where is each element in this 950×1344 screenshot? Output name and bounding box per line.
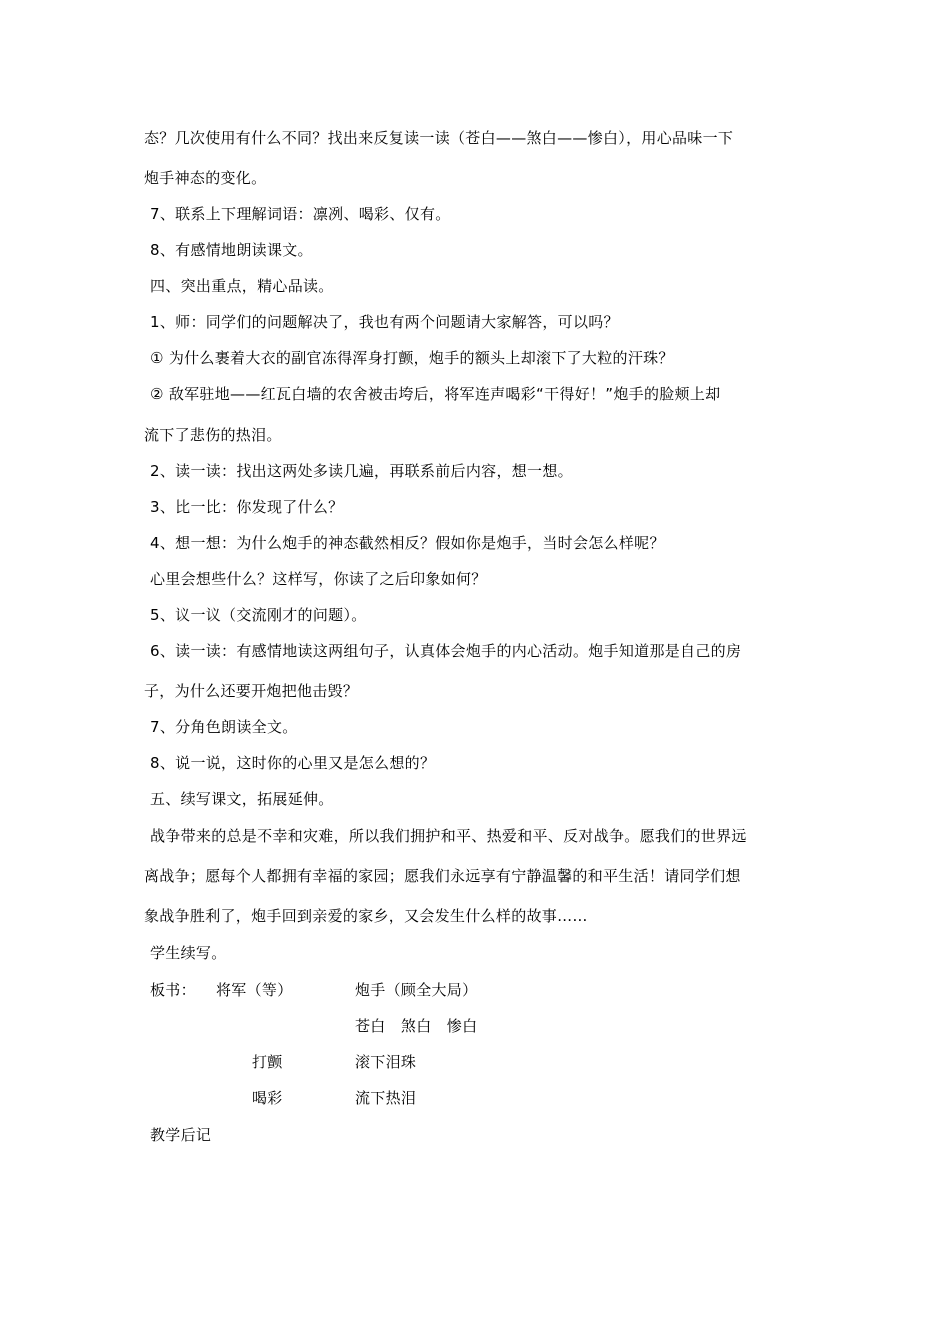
text-line: 3、比一比：你发现了什么？ <box>150 498 344 516</box>
board-shiver: 打颤 <box>252 1053 283 1071</box>
text-line: 1、师：同学们的问题解决了，我也有两个问题请大家解答，可以吗？ <box>150 313 619 331</box>
text-line: 炮手神态的变化。 <box>144 169 267 187</box>
text-line: 7、分角色朗读全文。 <box>150 718 298 736</box>
text-line: 象战争胜利了，炮手回到亲爱的家乡，又会发生什么样的故事…… <box>144 907 588 925</box>
section-heading: 五、续写课文，拓展延伸。 <box>150 790 334 808</box>
text-line: ① 为什么裹着大衣的副官冻得浑身打颤，炮手的额头上却滚下了大粒的汗珠？ <box>150 349 674 367</box>
text-line: 离战争；愿每个人都拥有幸福的家园；愿我们永远享有宁静温馨的和平生活！请同学们想 <box>144 867 741 885</box>
text-line: 流下了悲伤的热泪。 <box>144 426 282 444</box>
text-line: 2、读一读：找出这两处多读几遍，再联系前后内容，想一想。 <box>150 462 573 480</box>
postscript-heading: 教学后记 <box>150 1126 212 1144</box>
text-line: 心里会想些什么？这样写，你读了之后印象如何？ <box>150 570 487 588</box>
text-line: 8、有感情地朗读课文。 <box>150 241 313 259</box>
section-heading: 四、突出重点，精心品读。 <box>150 277 334 295</box>
board-general: 将军（等） <box>216 981 293 999</box>
text-line: 8、说一说，这时你的心里又是怎么想的？ <box>150 754 436 772</box>
board-gunner: 炮手（顾全大局） <box>355 981 478 999</box>
text-line: 7、联系上下理解词语：凛冽、喝彩、仅有。 <box>150 205 451 223</box>
text-line: 学生续写。 <box>150 944 227 962</box>
text-line: 战争带来的总是不幸和灾难，所以我们拥护和平、热爱和平、反对战争。愿我们的世界远 <box>150 827 747 845</box>
text-line: 5、议一议（交流刚才的问题）。 <box>150 606 367 624</box>
text-line: 子，为什么还要开炮把他击毁？ <box>144 682 359 700</box>
text-line: 6、读一读：有感情地读这两组句子，认真体会炮手的内心活动。炮手知道那是自己的房 <box>150 642 742 660</box>
board-label: 板书： <box>150 981 196 999</box>
text-line: 4、想一想：为什么炮手的神态截然相反？假如你是炮手，当时会怎么样呢？ <box>150 534 665 552</box>
board-pale: 苍白 煞白 惨白 <box>355 1017 478 1035</box>
board-cheer: 喝彩 <box>252 1089 283 1107</box>
board-sweat: 滚下泪珠 <box>355 1053 417 1071</box>
board-tears: 流下热泪 <box>355 1089 417 1107</box>
text-line: 态？几次使用有什么不同？找出来反复读一读（苍白——煞白——惨白），用心品味一下 <box>144 129 734 147</box>
text-line: ② 敌军驻地——红瓦白墙的农舍被击垮后，将军连声喝彩“干得好！”炮手的脸颊上却 <box>150 385 721 403</box>
